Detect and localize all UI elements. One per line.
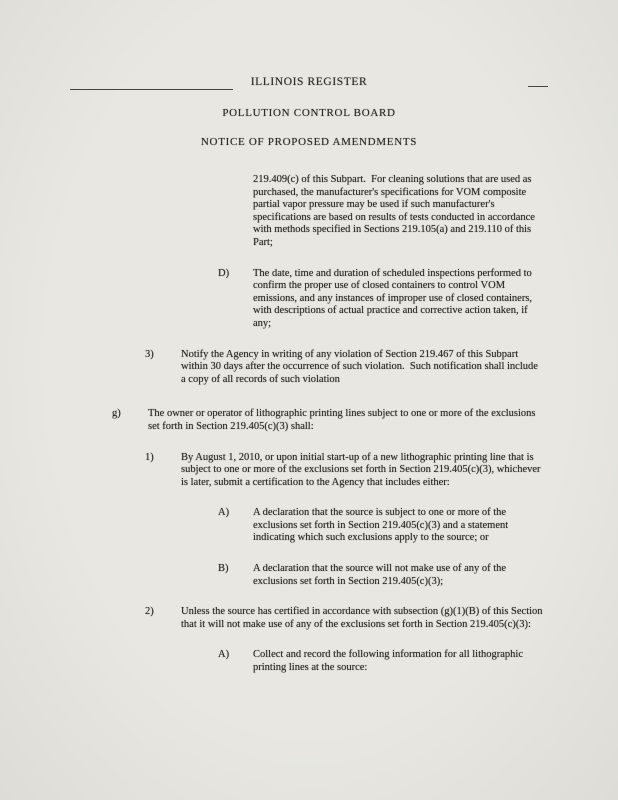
document-body — [0, 148, 618, 675]
paragraph-text: The owner or operator of lithographic printing lines subject to one or more of the exclusions set forth in Section 219.405(c)(3) shall: — [148, 408, 539, 432]
paragraph-text: 219.409(c) of this Subpart. For cleaning solutions that are used as purchased, the manufacturer's specifications for VOM composite partial vapor pressure may be used if such manufacturer's specifications are based on results of tests conducted in accordance with methods specified in Sections 219.105(a) and 219.110 of this Part; — [253, 174, 538, 248]
paragraph-label: g) — [112, 408, 121, 420]
paragraph — [70, 452, 545, 490]
paragraph-label: B) — [218, 563, 229, 575]
paragraph — [70, 563, 545, 588]
paragraph-text: Unless the source has certified in accordance with subsection (g)(1)(B) of this Section that it will not make use of any of the exclusions set forth in Section 219.405(c)(3): — [181, 606, 546, 630]
paragraph — [70, 408, 545, 433]
notice-title: NOTICE OF PROPOSED AMENDMENTS — [200, 136, 418, 148]
paragraph-label: 2) — [145, 606, 154, 618]
document-header — [0, 0, 618, 148]
paragraph-label: A) — [218, 649, 230, 661]
paragraph-text: A declaration that the source will not make use of any of the exclusions set forth in Section 219.405(c)(3); — [253, 563, 509, 587]
paragraph — [70, 649, 545, 674]
page-number-line — [528, 86, 548, 87]
paragraph-text: The date, time and duration of scheduled inspections performed to confirm the proper use of closed containers to control VOM emissions, and any instances of improper use of closed containers, with descriptions of actual practice and corrective action taken, if any; — [253, 267, 535, 329]
board-title: POLLUTION CONTROL BOARD — [222, 107, 396, 119]
header-title-row — [0, 76, 618, 94]
paragraph — [70, 507, 545, 545]
paragraph-text: Collect and record the following information for all lithographic printing lines at the source: — [253, 649, 526, 674]
paragraph-label: D) — [218, 267, 230, 279]
paragraph-label: A) — [218, 507, 230, 519]
paragraph — [70, 606, 545, 631]
paragraph — [70, 268, 545, 331]
paragraph-text: Notify the Agency in writing of any violation of Section 219.467 of this Subpart within 30 days after the occurrence of such violation. Such notification shall include a copy of all records of such violation — [181, 348, 541, 385]
register-title: ILLINOIS REGISTER — [250, 76, 368, 88]
paragraph-label: 1) — [145, 451, 154, 463]
header-underline-left — [70, 89, 233, 90]
paragraph-text: By August 1, 2010, or upon initial start-up of a new lithographic printing line that is subject to one or more of the exclusions set forth in Section 219.405(c)(3), whichever is later, submit a certification to the Agency that includes either: — [181, 451, 544, 488]
paragraph-label: 3) — [145, 348, 154, 360]
paragraph-text: A declaration that the source is subject to one or more of the exclusions set forth in Section 219.405(c)(3) and a statement indicating which such exclusions apply to the source; or — [253, 507, 511, 544]
paragraph — [70, 349, 545, 387]
paragraph — [70, 174, 545, 250]
